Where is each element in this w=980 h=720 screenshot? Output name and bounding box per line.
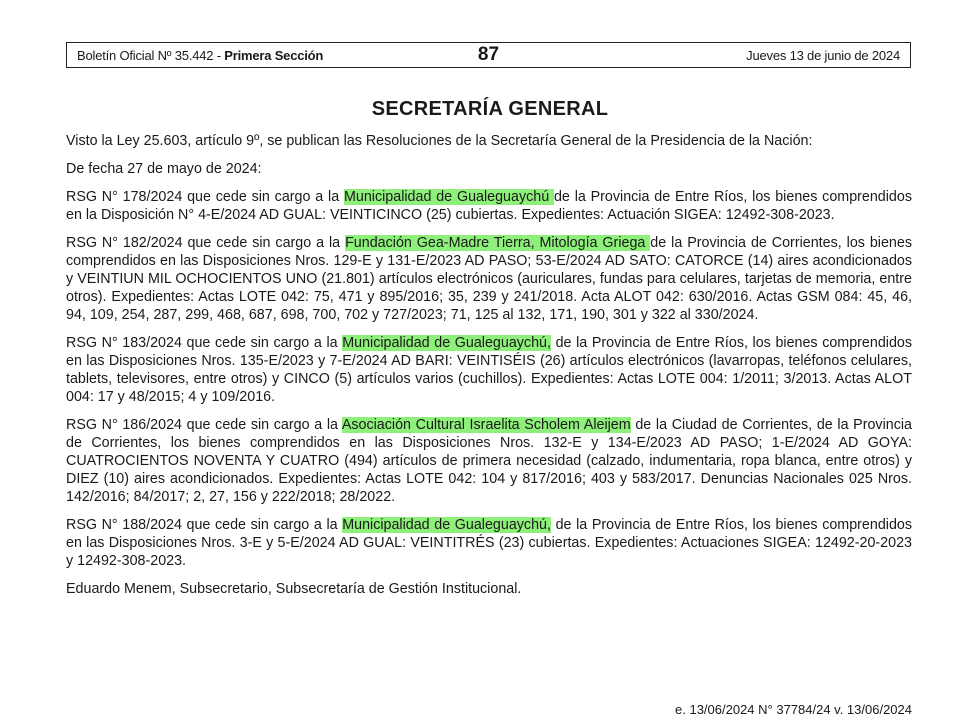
resolution-paragraph: RSG N° 183/2024 que cede sin cargo a la Municipalidad de Gualeguaychú, de la Provincia de Entre Ríos, los bienes comprendidos en las Disposiciones Nros. 135-E/2023 y 7-E/2024 AD BARI: VEINTISÉIS (26) artículos electrónicos (lavarropas, teléfonos celulares, tablets, televisores, entre otros) y CINCO (5) artículos varios (cuchillos). Expedientes: Actas LOTE 004: 1/2011; 3/2013. Actas ALOT 004: 17 y 48/2015; 4 y 109/2016. [66, 335, 912, 405]
signature: Eduardo Menem, Subsecretario, Subsecretaría de Gestión Institucional. [66, 581, 522, 597]
resolution-paragraph: RSG N° 188/2024 que cede sin cargo a la Municipalidad de Gualeguaychú, de la Provincia de Entre Ríos, los bienes comprendidos en las Disposiciones Nros. 3-E y 5-E/2024 AD GUAL: VEINTITRÉS (23) cubiertas. Expedientes: Actuaciones SIGEA: 12492-20-2023 y 12492-308-2023. [66, 517, 912, 569]
page-number: 87 [477, 44, 500, 65]
highlighted-entity: Municipalidad de Gualeguaychú [343, 189, 554, 205]
page-title: SECRETARÍA GENERAL [371, 98, 609, 120]
page-header [66, 42, 911, 68]
highlighted-entity: Municipalidad de Gualeguaychú, [342, 335, 551, 351]
resolution-paragraph: RSG N° 182/2024 que cede sin cargo a la Fundación Gea-Madre Tierra, Mitología Griega de la Provincia de Corrientes, los bienes comprendidos en las Disposiciones Nros. 129-E y 131-E/2023 AD PASO; 53-E/2024 AD SATO: CATORCE (14) aires acondicionados y VEINTIUN MIL OCHOCIENTOS UNO (21.801) artículos electrónicos (auriculares, fundas para celulares, tarjetas de memoria, entre otros). Expedientes: Actas LOTE 042: 75, 471 y 895/2016; 35, 239 y 241/2018. Acta ALOT 042: 630/2016. Actas GSM 084: 45, 46, 94, 109, 254, 287, 299, 468, 687, 698, 700, 702 y 727/2023; 71, 125 al 132, 171, 190, 301 y 322 al 330/2024. [66, 235, 912, 323]
resolution-paragraph: RSG N° 178/2024 que cede sin cargo a la Municipalidad de Gualeguaychú de la Provincia de Entre Ríos, los bienes comprendidos en la Disposición N° 4-E/2024 AD GUAL: VEINTICINCO (25) cubiertas. Expedientes: Actuación SIGEA: 12492-308-2023. [66, 189, 912, 223]
date-line: De fecha 27 de mayo de 2024: [66, 161, 262, 177]
highlighted-entity: Fundación Gea-Madre Tierra, Mitología Griega [345, 235, 651, 251]
issue-date: Jueves 13 de junio de 2024 [746, 48, 900, 63]
document-body [66, 132, 912, 608]
highlighted-entity: Municipalidad de Gualeguaychú, [342, 517, 551, 533]
resolution-paragraph: RSG N° 186/2024 que cede sin cargo a la Asociación Cultural Israelita Scholem Aleijem de la Ciudad de Corrientes, de la Provincia de Corrientes, los bienes comprendidos en las Disposiciones Nros. 132-E y 134-E/2023 AD PASO; 1-E/2024 AD GOYA: CUATROCIENTOS NOVENTA Y CUATRO (494) artículos de primera necesidad (calzado, indumentaria, ropa blanca, entre otros) y DIEZ (10) aires acondicionados. Expedientes: Actas LOTE 042: 104 y 817/2016; 403 y 583/2017. Denuncias Nacionales 025 Nros. 142/2016; 84/2017; 2, 27, 156 y 222/2018; 28/2022. [66, 417, 912, 505]
publication-footer: e. 13/06/2024 N° 37784/24 v. 13/06/2024 [675, 702, 912, 717]
section-name: Primera Sección [224, 48, 324, 63]
highlighted-entity: Asociación Cultural Israelita Scholem Aleijem [341, 417, 631, 433]
intro-paragraph: Visto la Ley 25.603, artículo 9º, se publican las Resoluciones de la Secretaría General de la Presidencia de la Nación: [66, 133, 813, 149]
bulletin-name: Boletín Oficial Nº 35.442 - Primera Sección [77, 48, 324, 63]
